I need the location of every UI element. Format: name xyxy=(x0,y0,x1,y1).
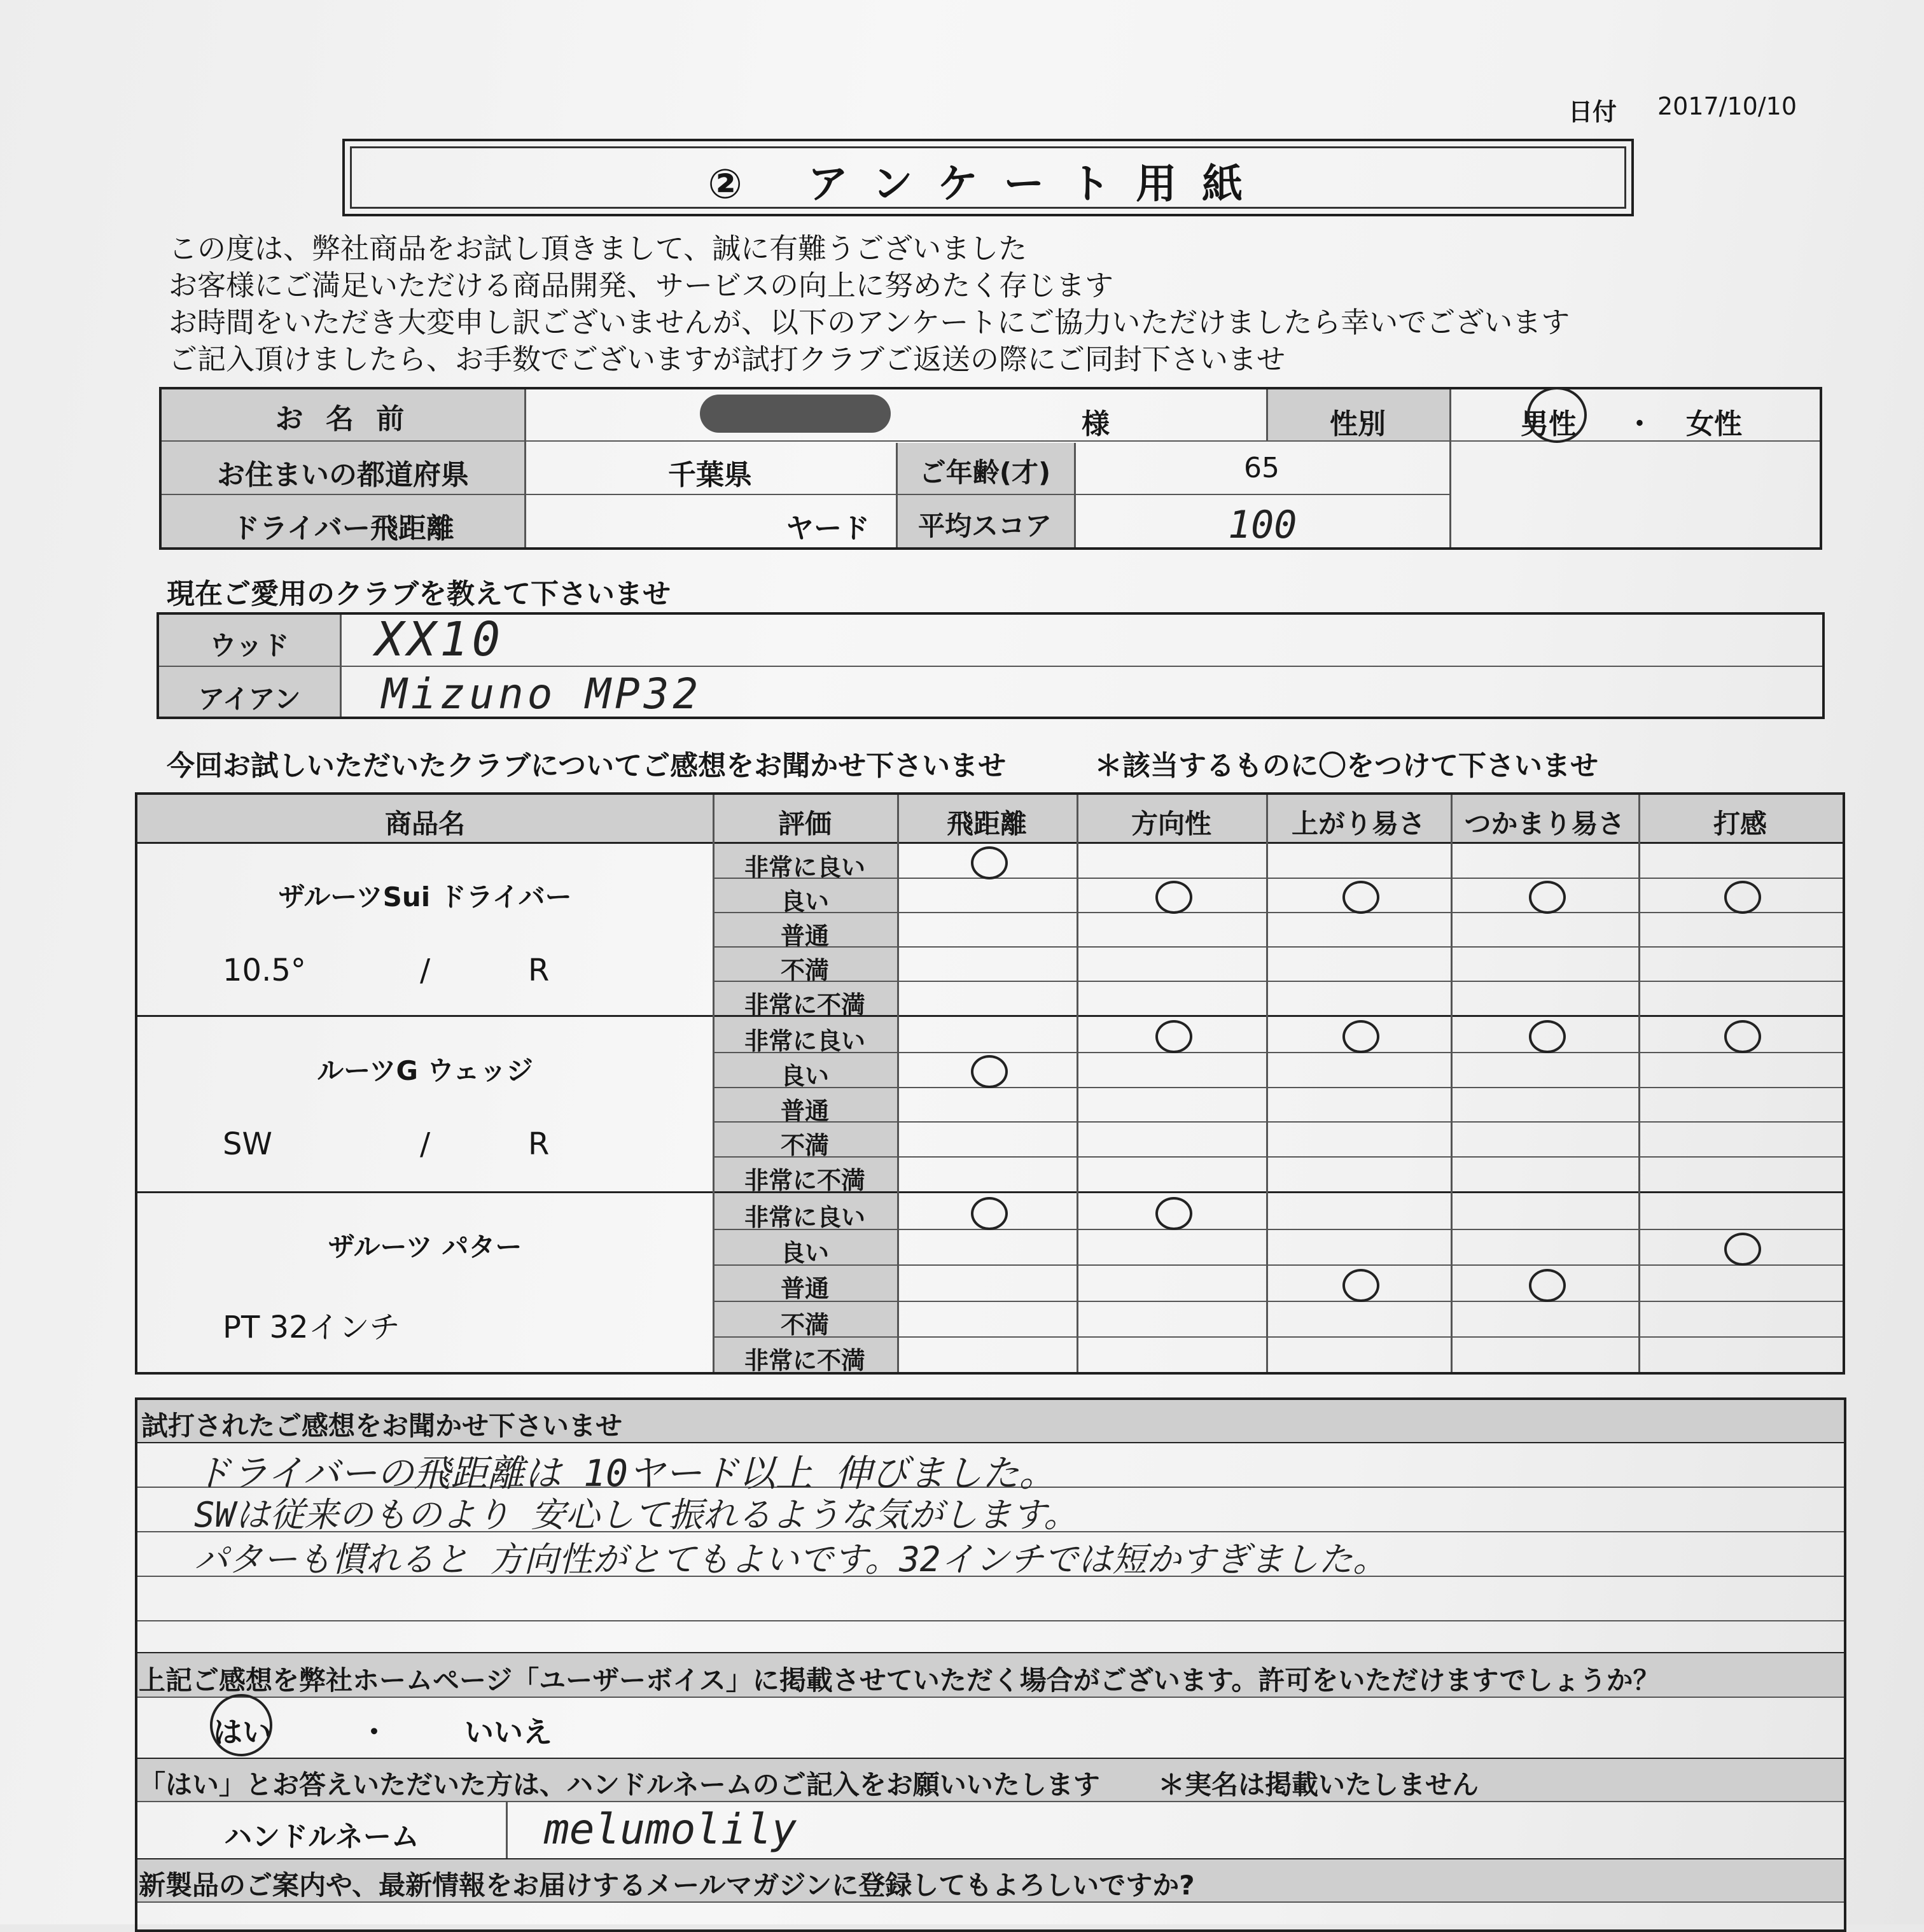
handle-note: ＊実名は掲載いたしません xyxy=(1158,1769,1479,1800)
clubs-heading: 現在ご愛用のクラブを教えて下さいませ xyxy=(167,578,671,610)
rating-mark-circle[interactable] xyxy=(1155,1197,1192,1230)
score-label: 平均スコア xyxy=(917,510,1052,542)
handle-value[interactable]: melumolily xyxy=(544,1805,797,1854)
age-label: ご年齢(才) xyxy=(919,457,1051,488)
rating-mark-circle[interactable] xyxy=(971,1055,1008,1088)
drive-unit: ヤード xyxy=(786,512,870,545)
intro-line-2: お客様にご満足いただける商品開発、サービスの向上に努めたく存じます xyxy=(169,269,1114,302)
handle-label: ハンドルネーム xyxy=(224,1821,419,1853)
rating-mark-circle[interactable] xyxy=(1529,1269,1566,1302)
product-name: ザルーツ パター xyxy=(328,1231,522,1263)
col-feel: 打感 xyxy=(1713,808,1767,839)
honorific: 様 xyxy=(1082,408,1110,440)
product-spec: / xyxy=(420,1126,431,1162)
product-spec: 10.5° xyxy=(223,953,306,988)
col-grip: つかまり易さ xyxy=(1464,808,1625,839)
page-title: ② アンケート用紙 xyxy=(708,161,1269,208)
rating-label: 非常に良い xyxy=(744,1203,865,1231)
rating-label: 良い xyxy=(780,1239,829,1267)
pref-label: お住まいの都道府県 xyxy=(217,459,469,491)
impression-line-3: パターも慣れると 方向性がとてもよいです。32インチでは短かすぎました。 xyxy=(194,1539,1388,1579)
permission-question: 上記ご感想を弊社ホームページ「ユーザーボイス」に掲載させていただく場合がございます。許可をいただけますでしょうか？ xyxy=(139,1665,1660,1696)
rating-mark-circle[interactable] xyxy=(1529,881,1566,914)
product-spec: PT 32インチ xyxy=(223,1310,400,1345)
rating-label: 良い xyxy=(780,888,829,916)
rating-mark-circle[interactable] xyxy=(1155,881,1192,914)
impression-line-2: SWは従来のものより 安心して振れるような気がします。 xyxy=(194,1495,1078,1535)
product-spec: SW xyxy=(223,1126,272,1162)
permission-yes-circle xyxy=(210,1694,272,1756)
rating-label: 非常に不満 xyxy=(744,1166,865,1194)
intro-line-4: ご記入頂けましたら、お手数でございますが試打クラブご返送の際にご同封下さいませ xyxy=(169,342,1286,376)
rating-label: 普通 xyxy=(780,922,829,950)
survey-heading: 今回お試しいただいたクラブについてご感想をお聞かせ下さいませ xyxy=(167,750,1007,782)
impressions-heading: 試打されたご感想をお聞かせ下さいませ xyxy=(141,1410,623,1441)
newsletter-question: 新製品のご案内や、最新情報をお届けするメールマガジンに登録してもよろしいですか? xyxy=(139,1870,1195,1901)
rating-label: 非常に良い xyxy=(744,853,865,881)
gender-label: 性別 xyxy=(1330,408,1386,440)
rating-mark-circle[interactable] xyxy=(971,1197,1008,1230)
score-value: 100 xyxy=(1228,503,1297,547)
rating-label: 不満 xyxy=(780,1131,829,1159)
rating-label: 不満 xyxy=(780,1311,829,1339)
drive-label: ドライバー飛距離 xyxy=(232,512,454,545)
date-value: 2017/10/10 xyxy=(1657,92,1797,120)
intro-line-1: この度は、弊社商品をお試し頂きまして、誠に有難うございました xyxy=(169,232,1028,265)
intro-line-3: お時間をいただき大変申し訳ございませんが、以下のアンケートにご協力いただけましたら幸いでございます xyxy=(169,305,1570,339)
gender-female-option[interactable]: 女性 xyxy=(1686,408,1742,440)
date-label: 日付 xyxy=(1568,98,1617,126)
product-name: ルーツG ウェッジ xyxy=(317,1055,533,1086)
iron-value: Mizuno MP32 xyxy=(382,669,702,718)
rating-label: 不満 xyxy=(780,956,829,984)
product-spec: R xyxy=(528,953,550,988)
iron-label: アイアン xyxy=(198,683,301,715)
permission-no[interactable]: いいえ xyxy=(464,1715,552,1749)
permission-sep: ・ xyxy=(359,1715,389,1749)
rating-mark-circle[interactable] xyxy=(1342,1269,1379,1302)
name-label: お 名 前 xyxy=(275,403,411,435)
gender-sep: ・ xyxy=(1626,408,1654,440)
rating-mark-circle[interactable] xyxy=(1724,1233,1761,1266)
col-product: 商品名 xyxy=(384,808,465,839)
product-name: ザルーツSui ドライバー xyxy=(278,881,572,913)
age-value: 65 xyxy=(1244,452,1279,484)
rating-label: 普通 xyxy=(780,1275,829,1303)
col-launch: 上がり易さ xyxy=(1291,808,1425,839)
pref-value: 千葉県 xyxy=(668,459,752,491)
gender-male-circle xyxy=(1527,387,1587,443)
wood-label: ウッド xyxy=(209,630,289,661)
product-spec: R xyxy=(528,1126,550,1162)
wood-value: XX10 xyxy=(375,612,505,667)
col-direction: 方向性 xyxy=(1131,808,1211,839)
rating-mark-circle[interactable] xyxy=(1529,1020,1566,1053)
rating-label: 普通 xyxy=(780,1097,829,1125)
col-rating: 評価 xyxy=(777,808,832,839)
rating-label: 非常に不満 xyxy=(744,991,865,1019)
rating-label: 非常に良い xyxy=(744,1027,865,1055)
col-distance: 飛距離 xyxy=(946,808,1027,839)
permission-yes[interactable]: はい xyxy=(213,1715,272,1749)
rating-mark-circle[interactable] xyxy=(1342,881,1379,914)
rating-mark-circle[interactable] xyxy=(971,846,1008,879)
rating-mark-circle[interactable] xyxy=(1724,1020,1761,1053)
rating-mark-circle[interactable] xyxy=(1155,1020,1192,1053)
redacted-name xyxy=(700,395,891,433)
rating-mark-circle[interactable] xyxy=(1724,881,1761,914)
rating-mark-circle[interactable] xyxy=(1342,1020,1379,1053)
product-spec: / xyxy=(420,953,431,988)
rating-label: 良い xyxy=(780,1062,829,1090)
impression-line-1: ドライバーの飛距離は 10ヤード以上 伸びました。 xyxy=(194,1452,1056,1495)
handle-instruction: 「はい」とお答えいただいた方は、ハンドルネームのご記入をお願いいたします xyxy=(139,1769,1100,1800)
rating-label: 非常に不満 xyxy=(744,1347,865,1375)
gender-male-option[interactable]: 男性 xyxy=(1521,408,1577,440)
survey-note: ＊該当するものに〇をつけて下さいませ xyxy=(1094,750,1598,782)
